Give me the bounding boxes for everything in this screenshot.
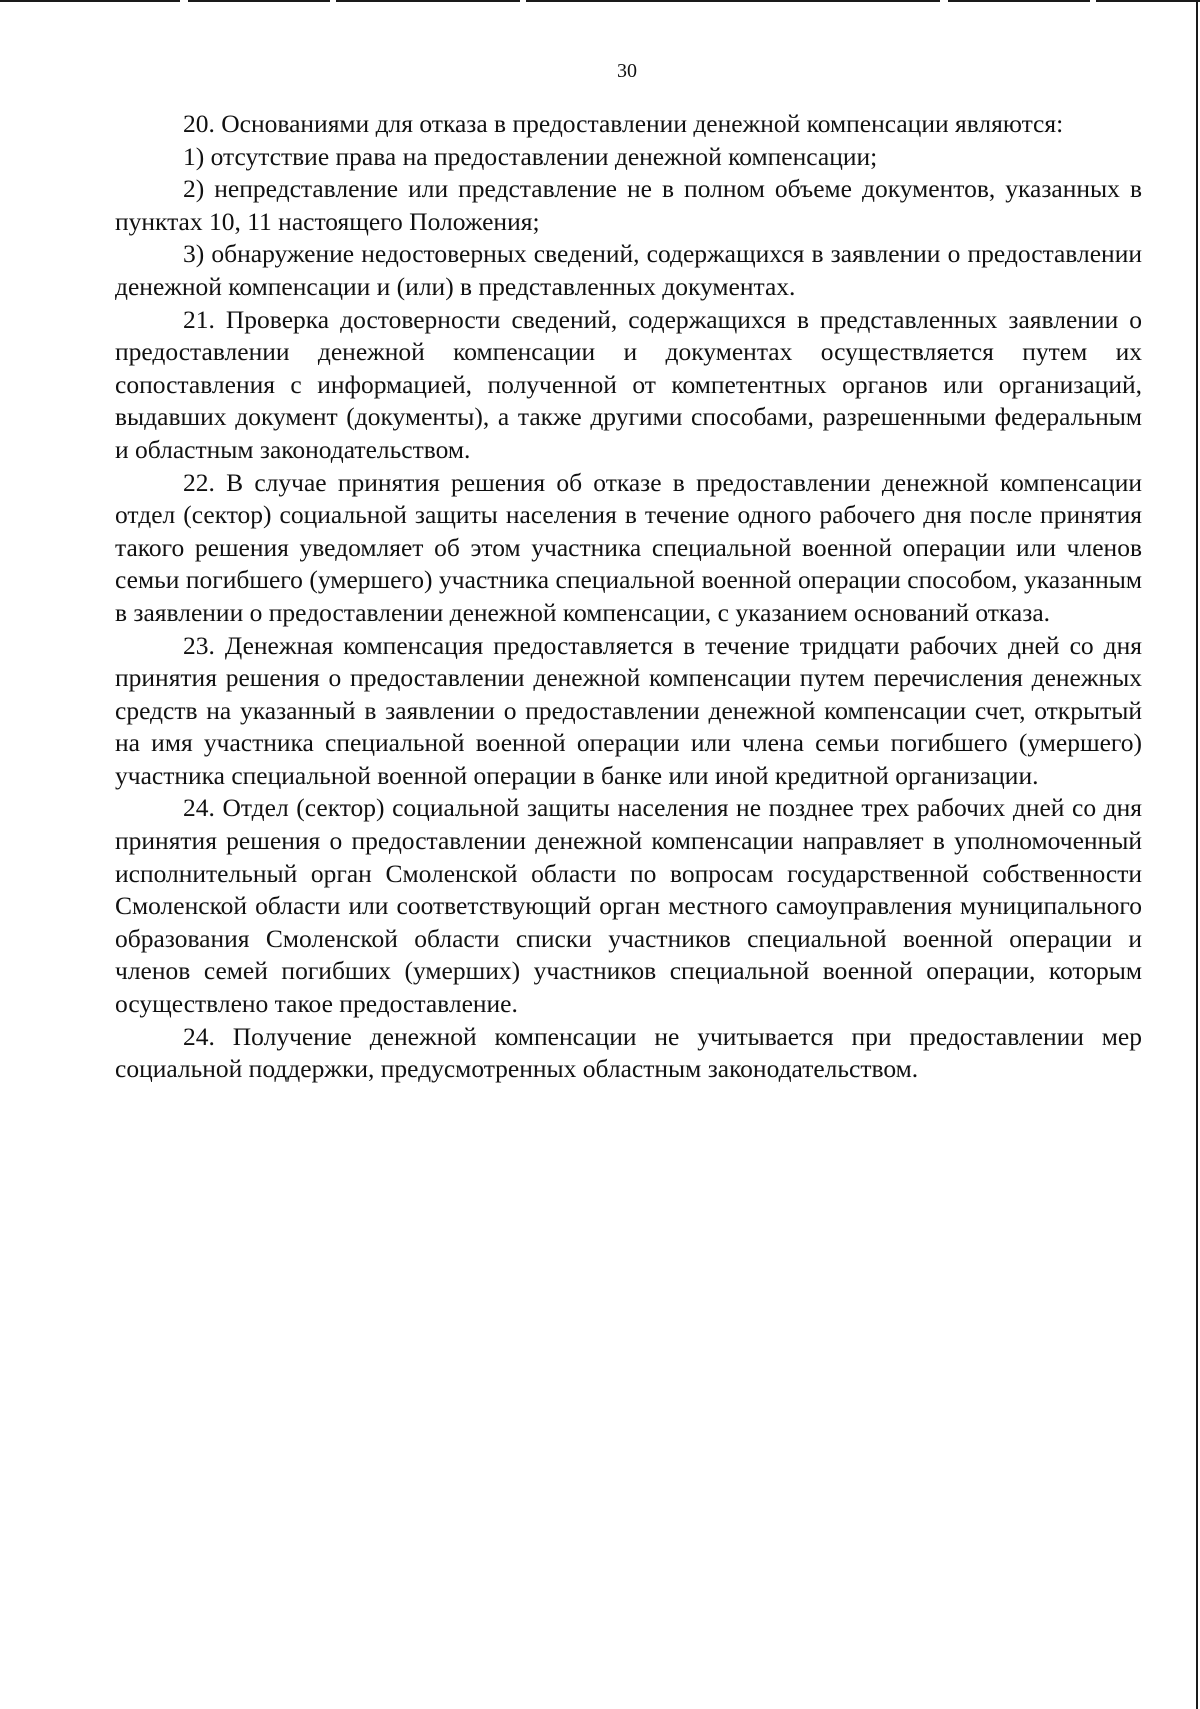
- paragraph-20-item-1: 1) отсутствие права на предоставлении денежной компенсации;: [183, 141, 878, 171]
- page-number: 30: [617, 60, 637, 82]
- paragraph-20-item-2: 2) непредставление или представление не в полном объеме документов, указанных в пунктах 10, 11 настоящего Положения;: [115, 174, 1142, 236]
- paragraph-23: 23. Денежная компенсация предоставляется в течение тридцати рабочих дней со дня принятия решения о предоставлении денежной компенсации путем перечисления денежных средств на указанный в заявлении о предоставлении денежной компенсации счет, открытый на имя участника специальной военной операции или члена семьи погибшего (умершего) участника специальной военной операции в банке или иной кредитной организации.: [115, 630, 1142, 790]
- paragraph-20: 20. Основаниями для отказа в предоставлении денежной компенсации являются:: [183, 109, 1064, 138]
- paragraph-21: 21. Проверка достоверности сведений, содержащихся в представленных заявлении о предоставлении денежной компенсации и документах осуществляется путем их сопоставления с информацией, полученной от компетентных органов или организаций, выдавших документ (документы), а также другими способами, разрешенными федеральным и областным законодательством.: [115, 304, 1142, 464]
- paragraph-22: 22. В случае принятия решения об отказе в предоставлении денежной компенсации отдел (сектор) социальной защиты населения в течение одного рабочего дня после принятия такого решения уведомляет об этом участника специальной военной операции или членов семьи погибшего (умершего) участника специальной военной операции способом, указанным в заявлении о предоставлении денежной компенсации, с указанием оснований отказа.: [115, 467, 1142, 627]
- scan-edge-top: [0, 0, 1200, 2]
- document-body: [115, 108, 1142, 1086]
- paragraph-24-second: 24. Получение денежной компенсации не учитывается при предоставлении мер социальной поддержки, предусмотренных областным законодательством.: [115, 1021, 1142, 1084]
- paragraph-24: 24. Отдел (сектор) социальной защиты населения не позднее трех рабочих дней со дня принятия решения о предоставлении денежной компенсации направляет в уполномоченный исполнительный орган Смоленской области по вопросам государственной собственности Смоленской области или соответствующий орган местного самоуправления муниципального образования Смоленской области списки участников специальной военной операции и членов семей погибших (умерших) участников специальной военной операции, которым осуществлено такое предоставление.: [115, 793, 1142, 1019]
- scan-edge-right: [1196, 0, 1198, 1709]
- paragraph-20-item-3: 3) обнаружение недостоверных сведений, содержащихся в заявлении о предоставлении денежной компенсации и (или) в представленных документах.: [115, 239, 1142, 301]
